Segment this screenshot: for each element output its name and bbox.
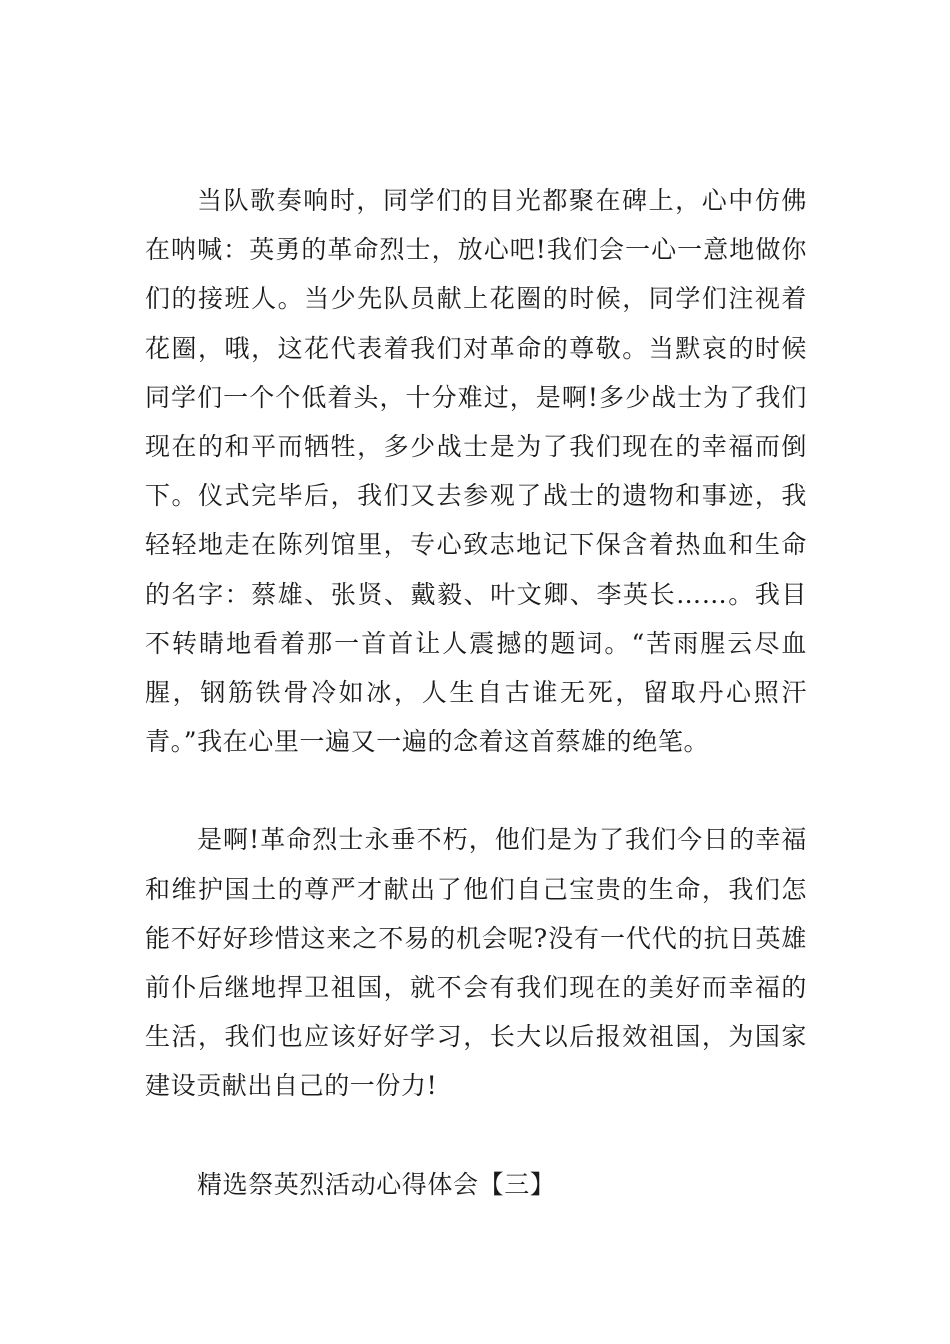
document-page bbox=[145, 176, 807, 1209]
paragraph-reflection: 是啊!革命烈士永垂不朽，他们是为了我们今日的幸福和维护国土的尊严才献出了他们自己宝贵的生命，我们怎能不好好珍惜这来之不易的机会呢?没有一代代的抗日英雄前仆后继地捍卫祖国，就不会有我们现在的美好而幸福的生活，我们也应该好好学习，长大以后报效祖国，为国家建设贡献出自己的一份力! bbox=[145, 825, 807, 1101]
paragraph-memorial-ceremony: 当队歌奏响时，同学们的目光都聚在碑上，心中仿佛在呐喊：英勇的革命烈士，放心吧!我们会一心一意地做你们的接班人。当少先队员献上花圈的时候，同学们注视着花圈，哦，这花代表着我们对革命的尊敬。当默哀的时候同学们一个个低着头，十分难过，是啊!多少战士为了我们现在的和平而牺牲，多少战士是为了我们现在的幸福而倒下。仪式完毕后，我们又去参观了战士的遗物和事迹，我轻轻地走在陈列馆里，专心致志地记下保含着热血和生命的名字：蔡雄、张贤、戴毅、叶文卿、李英长……。我目不转睛地看着那一首首让人震撼的题词。“苦雨腥云尽血腥，钢筋铁骨冷如冰，人生自古谁无死，留取丹心照汗青。”我在心里一遍又一遍的念着这首蔡雄的绝笔。 bbox=[145, 186, 807, 757]
section-heading: 精选祭英烈活动心得体会【三】 bbox=[197, 1169, 556, 1199]
